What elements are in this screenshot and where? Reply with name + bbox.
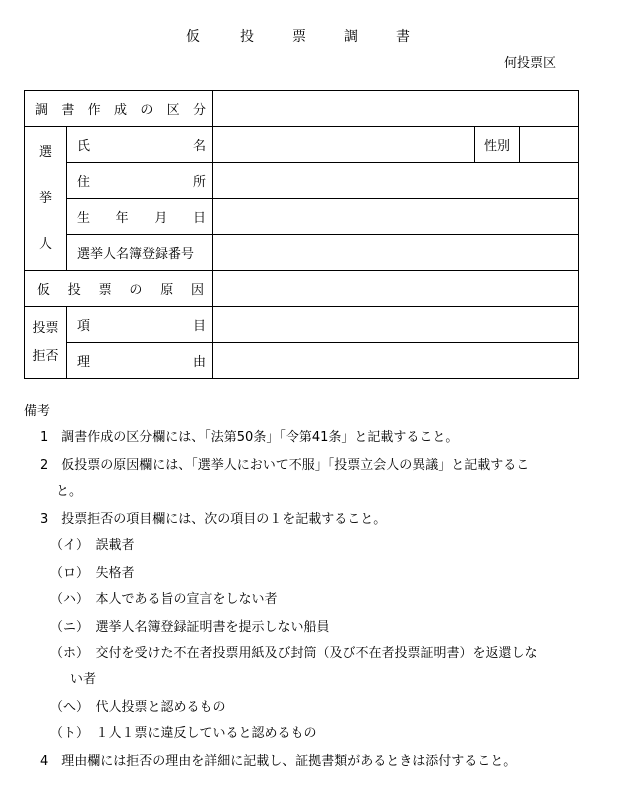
- gender-value-cell[interactable]: [520, 127, 579, 163]
- category-label-cell: [25, 91, 213, 127]
- address-label: 住 所: [77, 175, 207, 190]
- note-3-item-ni: （ニ） 選挙人名簿登録証明書を提示しない船員: [50, 620, 330, 635]
- note-3-item-ro: （ロ） 失格者: [50, 566, 135, 581]
- cause-label: 理 由: [77, 355, 207, 370]
- document-title: [186, 26, 416, 46]
- name-label-cell: [67, 127, 213, 163]
- item-label-cell: [67, 307, 213, 343]
- title-char: 調: [344, 29, 358, 45]
- provisional-vote-form: [24, 90, 579, 379]
- note-3-item-ho-cont: い者: [70, 672, 97, 687]
- notes-heading: 備考: [24, 404, 51, 419]
- birthdate-label-cell: [67, 199, 213, 235]
- item-value-cell[interactable]: [213, 307, 579, 343]
- register-number-value-cell[interactable]: [213, 235, 579, 271]
- category-label: 調 書 作 成 の 区 分: [35, 103, 206, 118]
- refusal-label-cell: 投票 拒否: [25, 307, 67, 379]
- address-label-cell: [67, 163, 213, 199]
- title-char: 仮: [186, 29, 200, 45]
- note-4: 4 理由欄には拒否の理由を詳細に記載し、証拠書類があるときは添付すること。: [40, 754, 517, 769]
- title-char: 票: [292, 29, 306, 45]
- title-char: 投: [240, 29, 254, 45]
- cause-value-cell[interactable]: [213, 343, 579, 379]
- note-3-item-i: （イ） 誤載者: [50, 538, 135, 553]
- gender-label: 性別: [475, 127, 520, 163]
- note-3-item-to: （ト） １人１票に違反していると認めるもの: [50, 726, 317, 741]
- note-2: 2 仮投票の原因欄には、「選挙人において不服」「投票立会人の異議」と記載するこ: [40, 458, 530, 473]
- reason-value-cell[interactable]: [213, 271, 579, 307]
- category-value-cell[interactable]: [213, 91, 579, 127]
- reason-label: 仮 投 票 の 原 因: [37, 283, 204, 298]
- note-1: 1 調書作成の区分欄には、「法第50条」「令第41条」と記載すること。: [40, 430, 459, 445]
- name-label: 氏 名: [77, 139, 207, 154]
- address-value-cell[interactable]: [213, 163, 579, 199]
- cause-label-cell: [67, 343, 213, 379]
- reason-label-cell: [25, 271, 213, 307]
- register-number-label-cell: [67, 235, 213, 271]
- note-3-item-ha: （ハ） 本人である旨の宣言をしない者: [50, 592, 278, 607]
- birthdate-value-cell[interactable]: [213, 199, 579, 235]
- title-char: 書: [396, 29, 410, 45]
- district-label: 何投票区: [504, 56, 557, 71]
- voter-label-cell: 選 挙 人: [25, 127, 67, 271]
- note-2-cont: と。: [56, 484, 83, 499]
- note-3: 3 投票拒否の項目欄には、次の項目の１を記載すること。: [40, 512, 387, 527]
- birthdate-label: 生 年 月 日: [77, 211, 206, 226]
- register-number-label: 選挙人名簿登録番号: [77, 247, 195, 262]
- note-3-item-he: （へ） 代人投票と認めるもの: [50, 700, 226, 715]
- item-label: 項 目: [77, 319, 207, 334]
- name-value-cell[interactable]: [213, 127, 475, 163]
- note-3-item-ho: （ホ） 交付を受けた不在者投票用紙及び封筒（及び不在者投票証明書）を返還しな: [50, 646, 538, 661]
